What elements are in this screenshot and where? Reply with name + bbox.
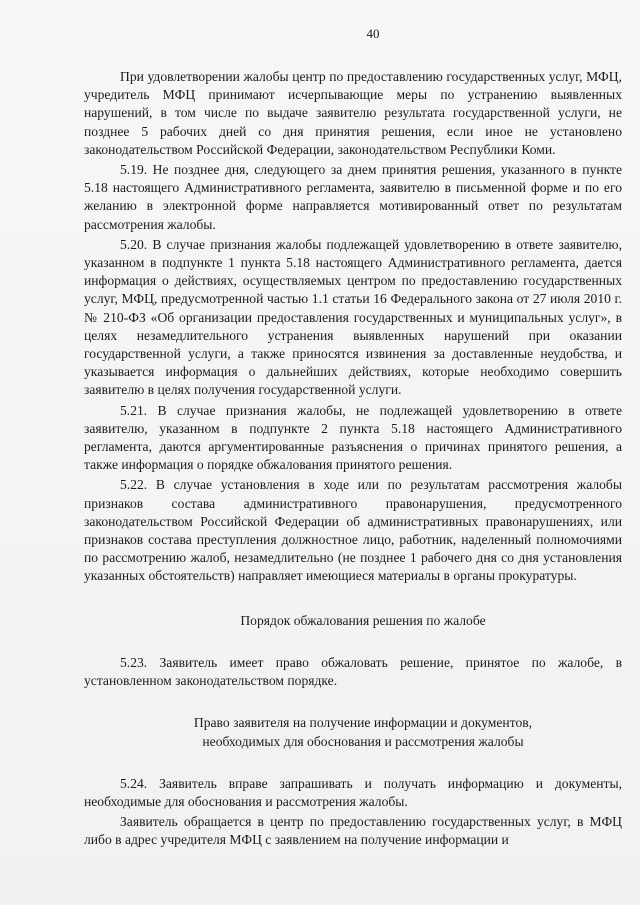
section-heading-line-1: Право заявителя на получение информации и документов, xyxy=(193,715,533,731)
section-heading-appeal-procedure: Порядок обжалования решения по жалобе xyxy=(240,612,486,628)
paragraph-satisfaction-measures: При удовлетворении жалобы центр по предоставлению государственных услуг, МФЦ, учредитель МФЦ принимают исчерпывающие меры по устранению выявленных нарушений, в том числе по выдаче заявителю результата государственной услуги, не позднее 5 рабочих дней со дня принятия решения, если иное не установлено законодательством Российской Федерации, законодательством Республики Коми. xyxy=(84,69,622,157)
paragraph-5-24: 5.24. Заявитель вправе запрашивать и получать информацию и документы, необходимые для обоснования и рассмотрения жалобы. xyxy=(84,775,622,809)
page-number: 40 xyxy=(366,26,380,41)
section-heading-line-2: необходимых для обоснования и рассмотрения жалобы xyxy=(202,733,524,749)
paragraph-applicant-request: Заявитель обращается в центр по предоставлению государственных услуг, в МФЦ либо в адрес учредителя МФЦ с заявлением на получение информации и xyxy=(84,814,622,848)
paragraph-5-21: 5.21. В случае признания жалобы, не подлежащей удовлетворению в ответе заявителю, указанном в подпункте 2 пункта 5.18 настоящего Административного регламента, даются аргументированные разъяснения о причинах принятого решения, а также информация о порядке обжалования принятого решения. xyxy=(84,402,622,473)
paragraph-5-19: 5.19. Не позднее дня, следующего за днем принятия решения, указанного в пункте 5.18 настоящего Административного регламента, заявителю в письменной форме и по его желанию в электронной форме направляется мотивированный ответ по результатам рассмотрения жалобы. xyxy=(84,162,622,232)
paragraph-5-20: 5.20. В случае признания жалобы подлежащей удовлетворению в ответе заявителю, указанном в подпункте 1 пункта 5.18 настоящего Административного регламента, дается информация о действиях, осуществляемых центром по предоставлению государственных услуг, МФЦ, предусмотренной частью 1.1 статьи 16 Федерального закона от 27 июля 2010 г. № 210-ФЗ «Об организации предоставления государственных и муниципальных услуг», в целях незамедлительного устранения выявленных нарушений при оказании государственной услуги, а также приносятся извинения за доставленные неудобства, и указывается информация о дальнейших действиях, которые необходимо совершить заявителю в целях получения государственной услуги. xyxy=(84,236,622,398)
section-heading-right-to-information xyxy=(84,714,622,750)
paragraph-5-23: 5.23. Заявитель имеет право обжаловать решение, принятое по жалобе, в установленном законодательством порядке. xyxy=(84,654,622,689)
paragraph-5-22: 5.22. В случае установления в ходе или по результатам рассмотрения жалобы признаков состава административного правонарушения, предусмотренного законодательством Российской Федерации об административных правонарушениях, или признаков состава преступления должностное лицо, работник, наделенный полномочиями по рассмотрению жалоб, незамедлительно (не позднее 1 рабочего дня со дня установления указанных обстоятельств) направляет имеющиеся материалы в органы прокуратуры. xyxy=(84,477,622,584)
